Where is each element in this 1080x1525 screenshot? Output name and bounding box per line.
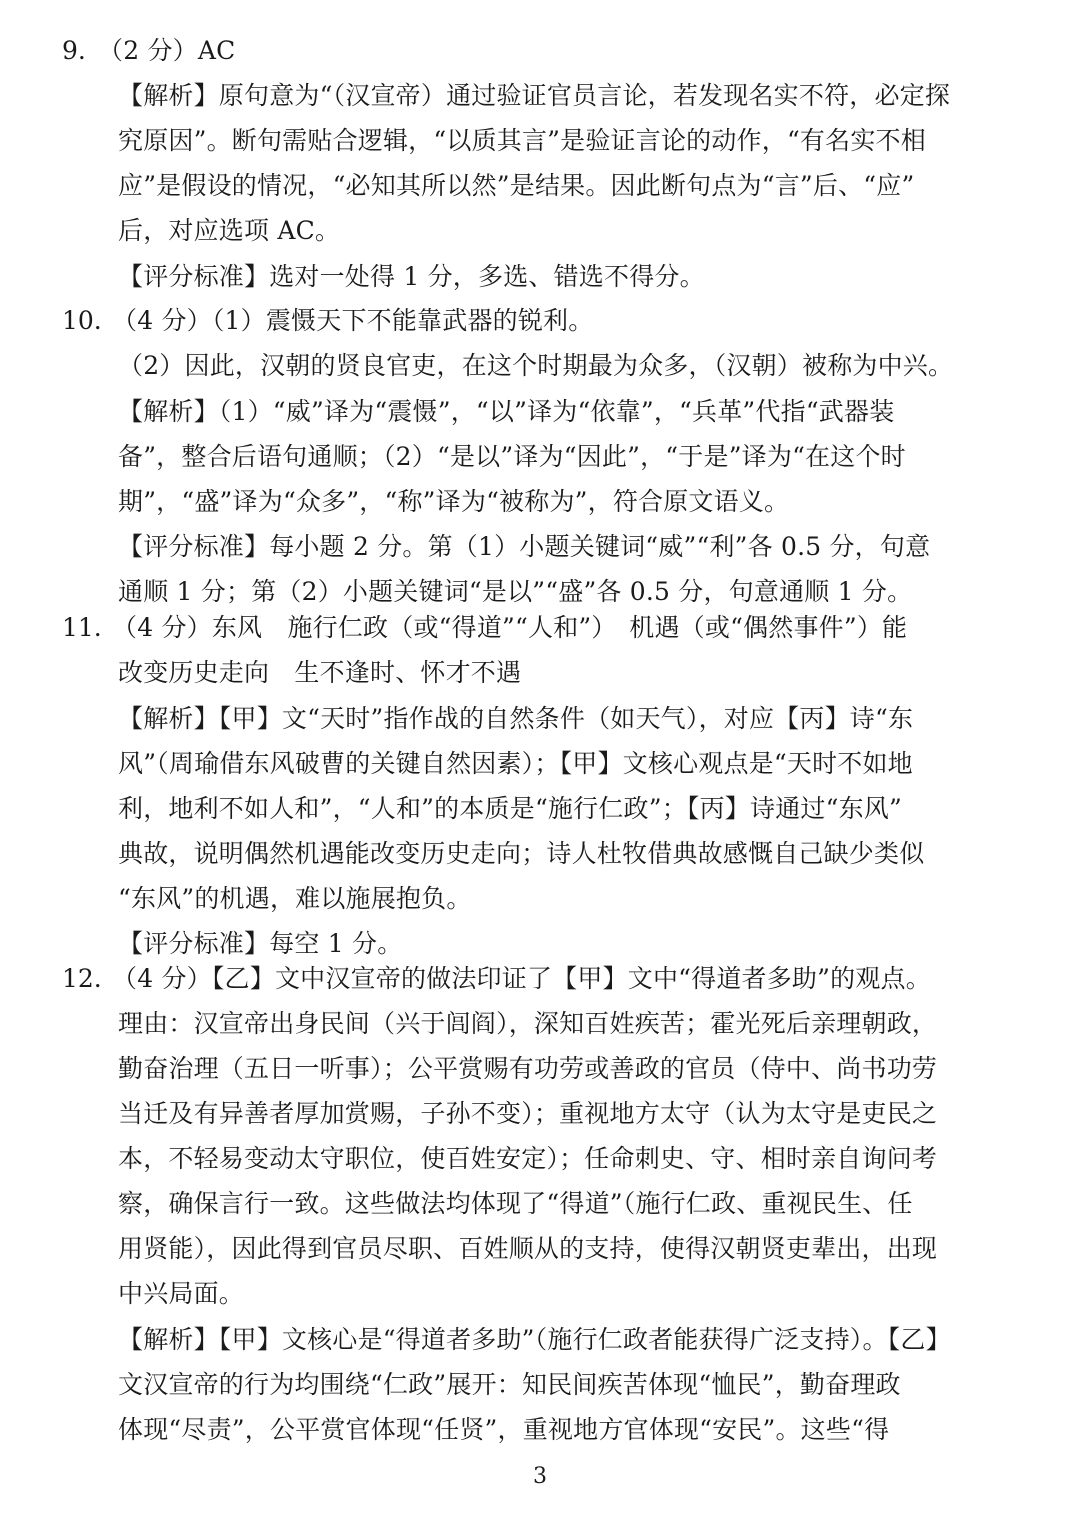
answer-line: 用贤能），因此得到官员尽职、百姓顺从的支持，使得汉朝贤吏辈出，出现 xyxy=(118,1234,938,1263)
analysis-line: 备”，整合后语句通顺；（2）“是以”译为“因此”，“于是”译为“在这个时 xyxy=(118,442,906,471)
answer-line: 当迁及有异善者厚加赏赐，子孙不变）；重视地方太守（认为太守是吏民之 xyxy=(118,1099,938,1128)
answer-line: 中兴局面。 xyxy=(118,1279,245,1308)
analysis-line: 【解析】【甲】文核心是“得道者多助”（施行仁政者能获得广泛支持）。【乙】 xyxy=(118,1325,951,1354)
analysis-line: 应”是假设的情况，“必知其所以然”是结果。因此断句点为“言”后、“应” xyxy=(118,171,915,200)
answer-line: 理由：汉宣帝出身民间（兴于闾阎），深知百姓疾苦；霍光死后亲理朝政， xyxy=(118,1009,938,1038)
analysis-line: 【解析】（1）“威”译为“震慑”，“以”译为“依靠”，“兵革”代指“武器装 xyxy=(118,397,895,426)
scoring-line: 【评分标准】选对一处得 1 分，多选、错选不得分。 xyxy=(118,262,705,291)
analysis-line: 期”，“盛”译为“众多”，“称”译为“被称为”，符合原文语义。 xyxy=(118,487,790,516)
analysis-line: “东风”的机遇，难以施展抱负。 xyxy=(118,884,472,913)
analysis-line: 体现“尽责”，公平赏官体现“任贤”，重视地方官体现“安民”。这些“得 xyxy=(118,1415,890,1444)
answer-line: （4 分）（1）震慑天下不能靠武器的锐利。 xyxy=(112,306,594,335)
analysis-line: 利，地利不如人和”，“人和”的本质是“施行仁政”；【丙】诗通过“东风” xyxy=(118,794,902,823)
analysis-line: 文汉宣帝的行为均围绕“仁政”展开：知民间疾苦体现“恤民”，勤奋理政 xyxy=(118,1370,901,1399)
question-number: 11. xyxy=(62,613,102,642)
answer-line: （4 分）【乙】文中汉宣帝的做法印证了【甲】文中“得道者多助”的观点。 xyxy=(112,964,931,993)
question-number: 12. xyxy=(62,964,102,993)
analysis-line: 后，对应选项 AC。 xyxy=(118,216,341,245)
answer-line: 改变历史走向 生不逢时、怀才不遇 xyxy=(118,658,522,687)
answer-line: （4 分）东风 施行仁政（或“得道”“人和”） 机遇（或“偶然事件”）能 xyxy=(112,613,908,642)
analysis-line: 风”（周瑜借东风破曹的关键自然因素）；【甲】文核心观点是“天时不如地 xyxy=(118,749,913,778)
answer-line: （2 分）AC xyxy=(98,36,236,65)
question-number: 9. xyxy=(62,36,86,65)
question-number: 10. xyxy=(62,306,102,335)
scoring-line: 【评分标准】每小题 2 分。第（1）小题关键词“威”“利”各 0.5 分，句意 xyxy=(118,532,931,561)
analysis-line: 究原因”。断句需贴合逻辑，“以质其言”是验证言论的动作，“有名实不相 xyxy=(118,126,926,155)
answer-line: 勤奋治理（五日一听事）；公平赏赐有功劳或善政的官员（侍中、尚书功劳 xyxy=(118,1054,938,1083)
answer-line: 本，不轻易变动太守职位，使百姓安定）；任命刺史、守、相时亲自询问考 xyxy=(118,1144,938,1173)
analysis-line: 【解析】【甲】文“天时”指作战的自然条件（如天气），对应【丙】诗“东 xyxy=(118,704,914,733)
answer-line: （2）因此，汉朝的贤良官吏，在这个时期最为众多，（汉朝）被称为中兴。 xyxy=(118,351,954,380)
analysis-line: 【解析】原句意为“（汉宣帝）通过验证官员言论，若发现名实不符，必定探 xyxy=(118,81,951,110)
scoring-line: 通顺 1 分；第（2）小题关键词“是以”“盛”各 0.5 分，句意通顺 1 分。 xyxy=(118,577,913,606)
page-number: 3 xyxy=(533,1464,547,1489)
scoring-line: 【评分标准】每空 1 分。 xyxy=(118,929,403,958)
answer-line: 察，确保言行一致。这些做法均体现了“得道”（施行仁政、重视民生、任 xyxy=(118,1189,913,1218)
analysis-line: 典故，说明偶然机遇能改变历史走向；诗人杜牧借典故感慨自己缺少类似 xyxy=(118,839,925,868)
